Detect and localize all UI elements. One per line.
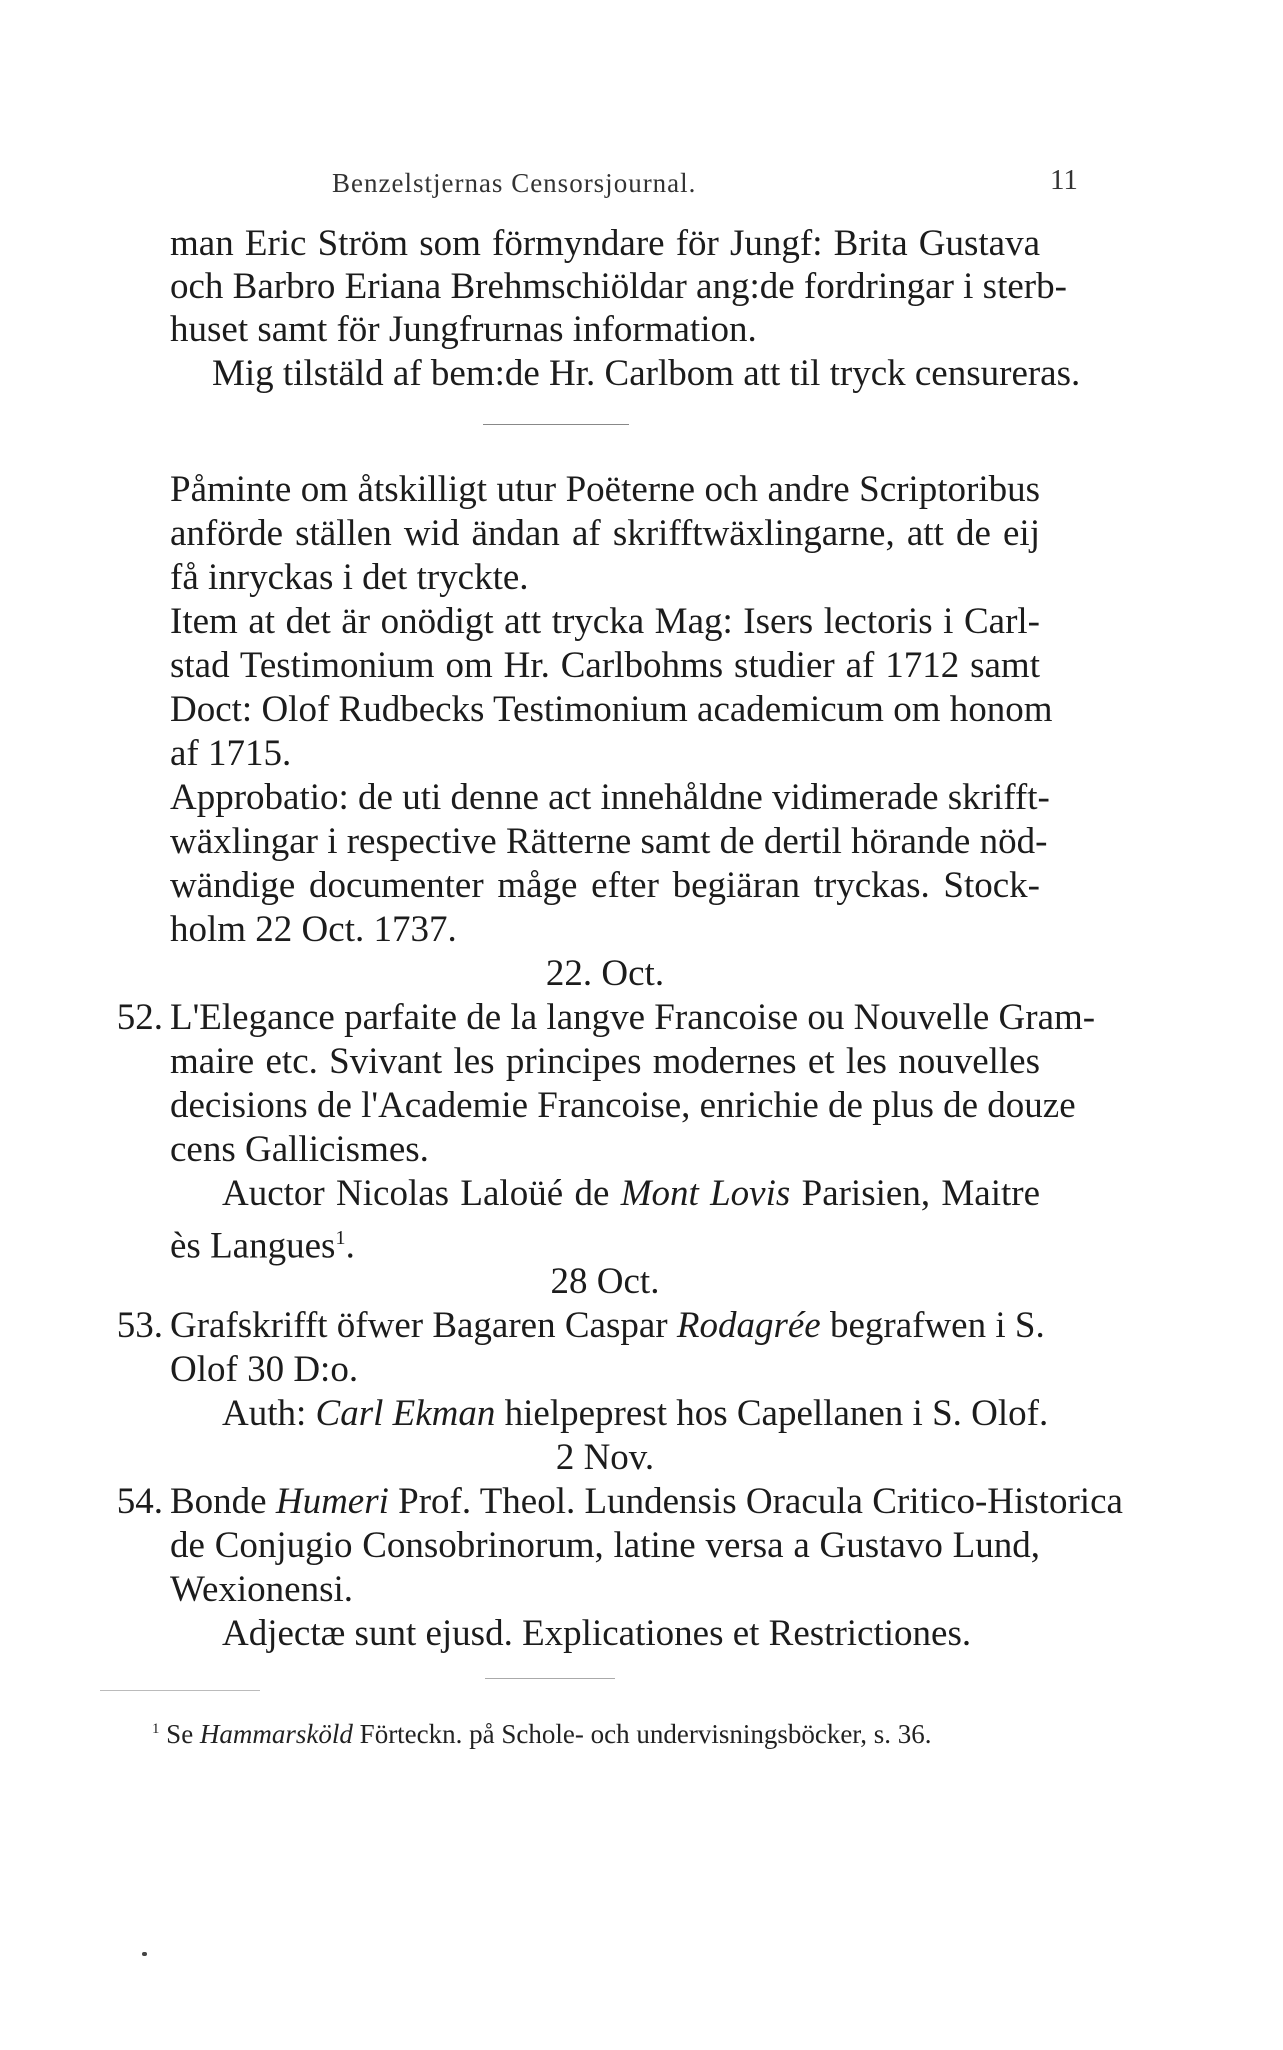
- footnote-italic: Hammarsköld: [199, 1719, 353, 1749]
- text-line: anförde ställen wid ändan af skrifftwäxlingarne, att de eij: [170, 513, 1040, 554]
- footnote-text: Se: [159, 1719, 200, 1749]
- text-line: de Conjugio Consobrinorum, latine versa a Gustavo Lund,: [170, 1525, 1040, 1566]
- text-italic: Rodagrée: [676, 1305, 821, 1346]
- text-line: få inryckas i det tryckte.: [170, 557, 529, 598]
- text-line: Påminte om åtskilligt utur Poëterne och andre Scriptoribus: [170, 469, 1040, 510]
- text-line: och Barbro Eriana Brehmschiöldar ang:de fordringar i sterb-: [170, 266, 1067, 307]
- author-line: [222, 1392, 1049, 1436]
- text-line: Item at det är onödigt att trycka Mag: Isers lectoris i Carl-: [170, 601, 1040, 642]
- text-line: holm 22 Oct. 1737.: [170, 909, 457, 950]
- text-run: Prof. Theol. Lundensis Oracula Critico-Historica: [388, 1481, 1123, 1522]
- section-divider: [485, 1678, 615, 1679]
- text-line: L'Elegance parfaite de la langve Francoise ou Nouvelle Gram-: [170, 997, 1096, 1038]
- author-line: [222, 1172, 1040, 1216]
- footnote-ref: 1: [335, 1227, 346, 1249]
- text-italic: Carl Ekman: [315, 1393, 496, 1434]
- text-italic: Humeri: [275, 1481, 389, 1522]
- author-text: Auctor Nicolas Laloüé de: [222, 1173, 621, 1214]
- text-line: [170, 1480, 1123, 1524]
- footnote-text: Förteckn. på Schole- och undervisningsböcker, s. 36.: [352, 1719, 932, 1749]
- section-divider: [483, 424, 629, 425]
- text-run: begrafwen i S.: [820, 1305, 1045, 1346]
- text-line: Olof 30 D:o.: [170, 1349, 359, 1390]
- footnote-rule: [100, 1690, 260, 1691]
- text-line: Adjectæ sunt ejusd. Explicationes et Restrictiones.: [222, 1613, 972, 1654]
- author-text: Parisien, Maitre: [790, 1173, 1041, 1214]
- author-italic: Mont Lovis: [620, 1173, 791, 1214]
- entry-date: 2 Nov.: [555, 1437, 655, 1478]
- text-line: af 1715.: [170, 733, 292, 774]
- footnote-marker: 1: [152, 1721, 160, 1737]
- text-line: cens Gallicismes.: [170, 1129, 429, 1170]
- text-line: Approbatio: de uti denne act innehåldne vidimerade skrifft-: [170, 777, 1050, 818]
- text-run: Bonde: [170, 1481, 276, 1522]
- stray-mark: [142, 1952, 147, 1956]
- page-number: 11: [1050, 164, 1078, 196]
- text-line: stad Testimonium om Hr. Carlbohms studier af 1712 samt: [170, 645, 1040, 686]
- entry-number: 52.: [116, 997, 163, 1038]
- text-line: Wexionensi.: [170, 1569, 354, 1610]
- text-line: wändige documenter måge efter begiäran tryckas. Stock-: [170, 865, 1040, 906]
- text-run: hielpeprest hos Capellanen i S. Olof.: [495, 1393, 1049, 1434]
- text-run: Grafskrifft öfwer Bagaren Caspar: [170, 1305, 677, 1346]
- running-title: Benzelstjernas Censorsjournal.: [332, 168, 697, 198]
- entry-number: 54.: [116, 1481, 163, 1522]
- author-text: .: [345, 1225, 355, 1267]
- text-line: Doct: Olof Rudbecks Testimonium academicum om honom: [170, 689, 1053, 730]
- author-text: ès Langues: [170, 1225, 336, 1267]
- entry-date: 22. Oct.: [545, 953, 665, 994]
- text-run: Auth:: [222, 1393, 316, 1434]
- footnote: [152, 1712, 1052, 1751]
- text-line: man Eric Ström som förmyndare för Jungf: Brita Gustava: [170, 223, 1040, 264]
- text-line: huset samt för Jungfrurnas information.: [170, 309, 757, 350]
- entry-date: 28 Oct.: [550, 1261, 660, 1302]
- text-line: [170, 1304, 1045, 1348]
- text-line: Mig tilstäld af bem:de Hr. Carlbom att til tryck censureras.: [212, 353, 1081, 394]
- entry-number: 53.: [116, 1305, 163, 1346]
- text-line: decisions de l'Academie Francoise, enrichie de plus de douze: [170, 1085, 1076, 1126]
- text-line: maire etc. Svivant les principes modernes et les nouvelles: [170, 1041, 1040, 1082]
- text-line: wäxlingar i respective Rätterne samt de dertil hörande nöd-: [170, 821, 1048, 862]
